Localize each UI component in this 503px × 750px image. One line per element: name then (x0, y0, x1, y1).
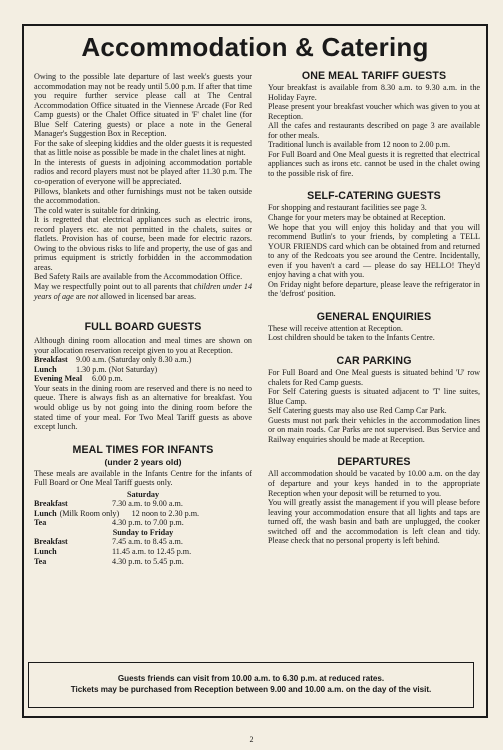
full-board-intro: Although dining room allocation and meal times are shown on your allocation reservation receipt given to you at Reception. (34, 336, 252, 355)
meal-time-row: Evening Meal 6.00 p.m. (34, 374, 123, 384)
enquiries-heading: GENERAL ENQUIRIES (316, 310, 432, 323)
left-column (34, 72, 252, 566)
intro-paragraph: Owing to the possible late departure of last week's guests your accommodation may not be ready until 5.00 p.m. If after that time you require further service please call at The Central Accommodation Office situated in the Viennese Arcade (For Red Camp guests) or the Chalet Office situated in 'F' chalet line (for Blue Self Catering guests) or place a note in the General Manager's Suggestion Box in Reception. (34, 72, 252, 139)
one-meal-paragraph: Please present your breakfast voucher which was given to you at Reception. (268, 102, 480, 121)
one-meal-paragraph: Your breakfast is available from 8.30 a.m. to 9.30 a.m. in the Holiday Fayre. (268, 83, 480, 102)
intro-paragraph: The cold water is suitable for drinking. (34, 205, 161, 215)
visitor-notice-box (28, 662, 474, 708)
one-meal-heading: ONE MEAL TARIFF GUESTS (301, 70, 447, 82)
one-meal-paragraph: All the cafes and restaurants described on page 3 are available for other meals. (268, 121, 480, 140)
one-meal-paragraph: For Full Board and One Meal guests it is regretted that electrical appliances such as irons etc. cannot be used in the chalet owing to the possible risk of fire. (268, 149, 480, 178)
one-meal-paragraph: Traditional lunch is available from 12 noon to 2.00 p.m. (268, 140, 451, 150)
infant-meal-row: Breakfast 7.45 a.m. to 8.45 a.m. (34, 537, 183, 547)
intro-paragraph: For the sake of sleeping kiddies and the older guests it is requested that as little noise as possible be made in the chalet lines at night. (34, 138, 252, 158)
self-catering-paragraph: For shopping and restaurant facilities see page 3. (268, 203, 427, 213)
page-number: 2 (249, 735, 254, 744)
car-parking-paragraph: For Full Board and One Meal guests is situated behind 'U' row chalets for Red Camp guests. (268, 368, 480, 387)
intro-paragraph: Pillows, blankets and other furnishings must not be taken outside the accommodation. (34, 186, 252, 206)
infant-meal-row: Lunch (Milk Room only) 12 noon to 2.30 p.m. (34, 508, 200, 518)
intro-paragraph: In the interests of guests in adjoining accommodation portable radios and record players must not be played after 11.30 p.m. The co-operation of everyone will be appreciated. (34, 157, 252, 187)
self-catering-paragraph: We hope that you will enjoy this holiday and that you will recommend Butlin's to your friends, by completing a TELL YOUR FRIENDS card which can be obtained from and returned to any of the Redcoats you see around the Centre. Incidentally, even if you haven't a card — please do say HELLO! They'd enjoy having a chat with you. (268, 222, 480, 280)
infants-heading: MEAL TIMES FOR INFANTS (72, 443, 214, 456)
self-catering-paragraph: Change for your meters may be obtained at Reception. (268, 213, 446, 223)
infant-meal-row: Breakfast 7.30 a.m. to 9.00 a.m. (34, 499, 183, 509)
full-board-body: Your seats in the dining room are reserved and there is no need to queue. There is always fish as an alternative for breakfast. You would oblige us by not going into the dining room before the stated time of your meal. For Two Meal Tariff guests as above except lunch. (34, 383, 252, 432)
car-parking-heading: CAR PARKING (336, 355, 412, 368)
car-parking-paragraph: Guests must not park their vehicles in the accommodation lines or on main roads. Car Parks are not supervised. Bus Service and Railway enquiries should be made at Reception. (268, 415, 480, 444)
car-parking-paragraph: Self Catering guests may also use Red Camp Car Park. (268, 406, 447, 416)
page-frame (22, 24, 488, 718)
infants-intro: These meals are available in the Infants Centre for the infants of Full Board or One Meal Tariff guests only. (34, 468, 252, 488)
visitor-notice-line: Guests friends can visit from 10.00 a.m. to 6.30 p.m. at reduced rates. (117, 674, 385, 683)
enquiries-paragraph: These will receive attention at Reception. (268, 323, 403, 333)
children-notice: May we respectfully point out to all parents that children under 14 years of age are not allowed in licensed bar areas. (34, 282, 253, 301)
visitor-notice-line: Tickets may be purchased from Reception between 9.00 and 10.00 a.m. on the day of the visit. (70, 685, 432, 694)
infant-meal-row: Tea 4.30 p.m. to 7.00 p.m. (34, 518, 184, 528)
infants-subheading: (under 2 years old) (104, 456, 182, 467)
departures-paragraph: You will greatly assist the management if you will please before leaving your accommodation ensure that all lights and taps are turned off, the wash basin and bath are unplugged, the cooker switched off and the accommodation is left clean and tidy. Please check that no personal property is left behind. (268, 498, 480, 546)
page-title: Accommodation & Catering (81, 32, 429, 62)
enquiries-paragraph: Lost children should be taken to the Infants Centre. (268, 333, 435, 343)
meal-time-row: Lunch 1.30 p.m. (Not Saturday) (34, 364, 158, 374)
right-column (268, 70, 480, 546)
meal-time-row: Breakfast 9.00 a.m. (Saturday only 8.30 a.m.) (34, 355, 192, 365)
saturday-label: Saturday (126, 489, 160, 499)
intro-paragraph: Bed Safety Rails are available from the Accommodation Office. (34, 272, 243, 282)
weekday-label: Sunday to Friday (112, 527, 174, 537)
infant-meal-row: Lunch 11.45 a.m. to 12.45 p.m. (34, 546, 192, 556)
self-catering-heading: SELF-CATERING GUESTS (307, 190, 441, 203)
departures-paragraph: All accommodation should be vacated by 10.00 a.m. on the day of departure and your keys handed in to the appropriate Reception when your deposit will be returned to you. (268, 469, 480, 498)
full-board-heading: FULL BOARD GUESTS (84, 321, 202, 334)
infant-meal-row: Tea 4.30 p.m. to 5.45 p.m. (34, 556, 184, 566)
car-parking-paragraph: For Self Catering guests is situated adjacent to 'T' line suites, Blue Camp. (268, 387, 480, 406)
intro-paragraph: It is regretted that electrical appliances such as electric irons, record players etc. ate not permitted in the chalets, suites or flatlets. Provision has of course, been made for electric razors. Owing to the obvious risks to life and property, the use of gas and primus equipment is strictly forbidden in the accommodation areas. (34, 215, 252, 272)
departures-heading: DEPARTURES (337, 456, 411, 469)
self-catering-paragraph: On Friday night before departure, please leave the refrigerator in the 'defrost' position. (268, 279, 480, 299)
